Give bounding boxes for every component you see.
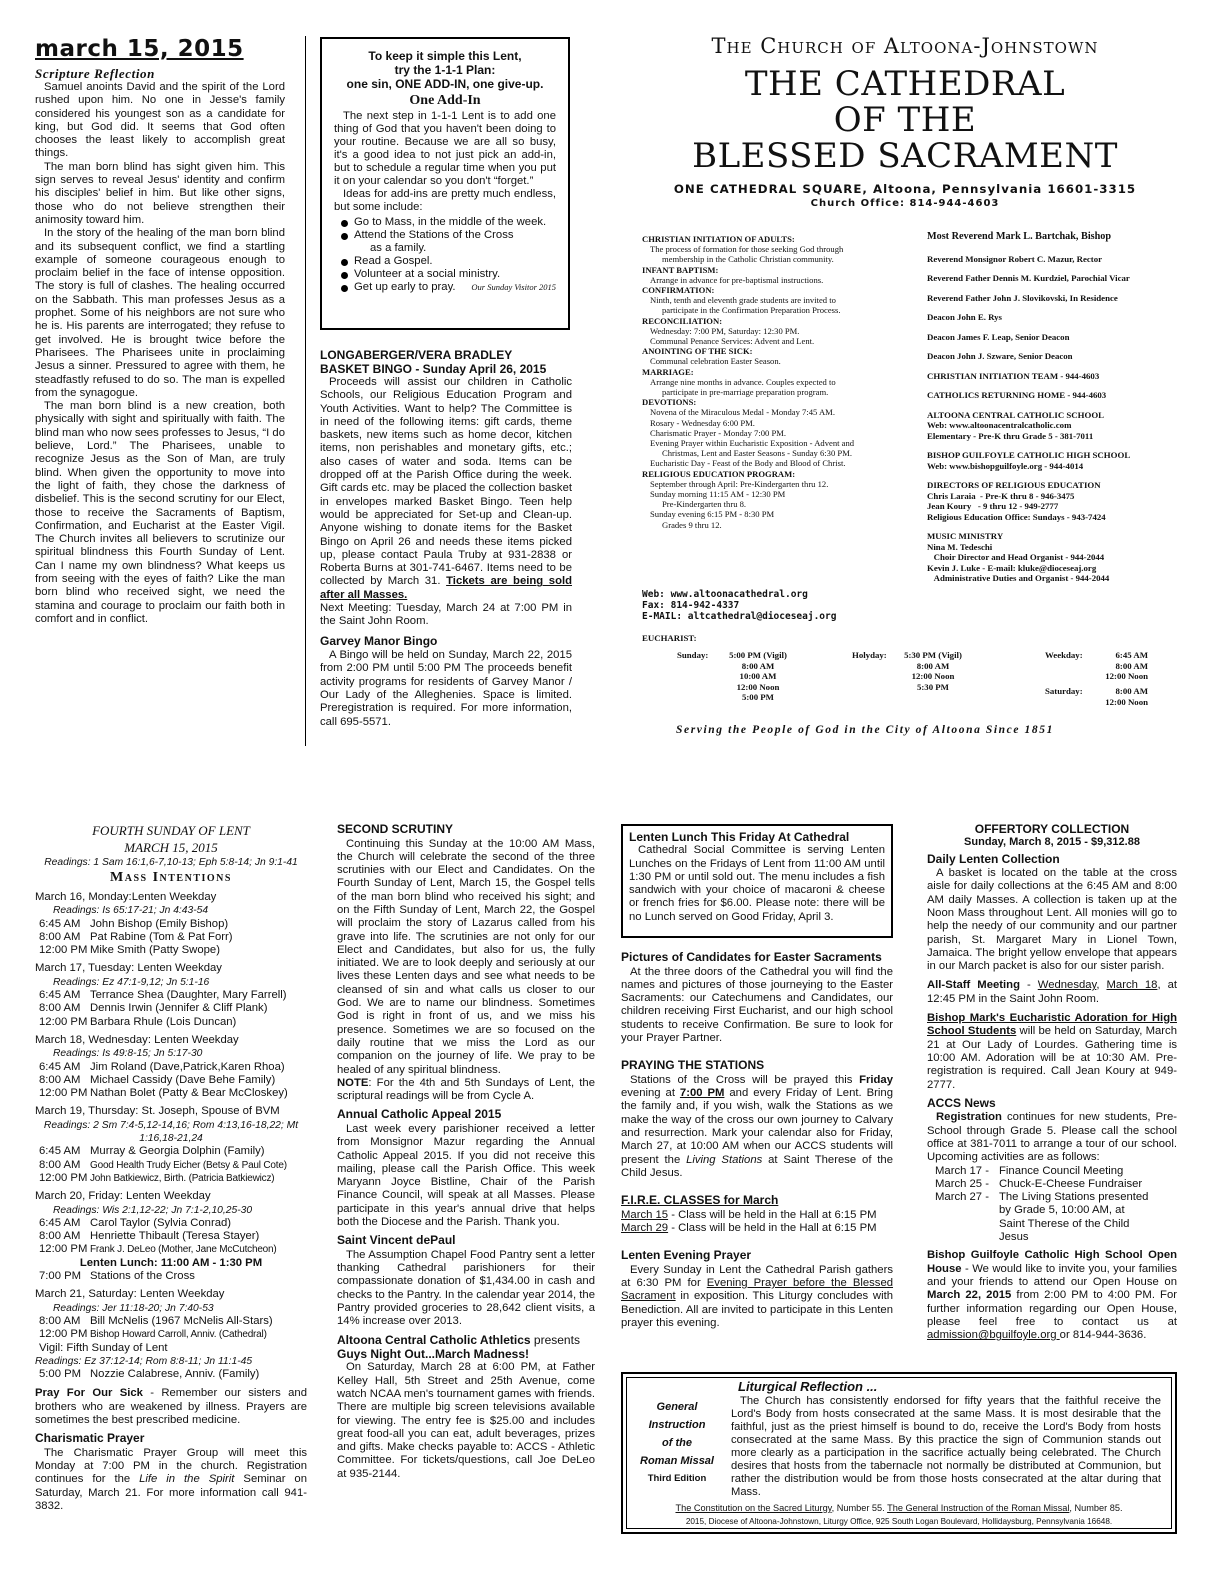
girm-edition: Third Edition — [647, 1473, 707, 1484]
vigil-title: Vigil: Fifth Sunday of Lent — [39, 1341, 168, 1354]
sick-title: Pray For Our Sick — [35, 1387, 143, 1400]
intention-time: 12:00 PM — [39, 1328, 88, 1341]
svdp-title: Saint Vincent dePaul — [337, 1233, 456, 1248]
intention-day — [35, 1105, 307, 1185]
intention-time: 12:00 PM — [39, 1087, 88, 1100]
sick-text: Pray For Our Sick - Remember our sisters and brothers who are weakened by illness. Prayers are sometimes the best prescribed medicine. — [35, 1387, 307, 1426]
staff-entry: ALTOONA CENTRAL CATHOLIC SCHOOL Web: www.altoonacentralcatholic.com Elementary - Pre-K thru Grade 5 - 381-7011 — [927, 409, 1105, 441]
staff-entry: CHRISTIAN INITIATION TEAM - 944-4603 — [927, 370, 1100, 381]
sacrament-detail: Charismatic Prayer - Monday 7:00 PM. — [650, 427, 787, 438]
weekday-label: Weekday: — [1045, 650, 1083, 660]
bg-open-house-text: Bishop Guilfoyle Catholic High School Open House - We would like to invite you, your families and your friends to attend our Open House on March 22, 2015 from 2:00 PM to 4:00 PM. For further information regarding our Open House, please feel free to contact us at admission@bguilfoyle.org or 814-944-3636. — [927, 1249, 1178, 1342]
girm-line: General — [656, 1401, 698, 1413]
intention-time: 6:45 AM — [39, 917, 81, 930]
allstaff-text: All-Staff Meeting - Wednesday, March 18, at 12:45 PM in the Saint John Room. — [927, 979, 1178, 1005]
intention-readings: Readings: Ez 47:1-9,12; Jn 5:1-16 — [53, 976, 210, 988]
scripture-paragraph: Samuel anoints David and the spirit of the Lord rushed upon him. No one in Jesse's family considered his youngest son as a candidate for king, but God did. It seems that God often chooses the least likely to accomplish great things. — [35, 81, 285, 160]
charismatic-title: Charismatic Prayer — [35, 1431, 145, 1446]
sacrament-heading: CHRISTIAN INITIATION OF ADULTS: — [642, 234, 795, 244]
sacrament-detail: Eucharistic Day - Feast of the Body and Blood of Christ. — [650, 458, 846, 469]
sacrament-heading: MARRIAGE: — [642, 366, 694, 377]
church-office-phone: Church Office: 814-944-4603 — [810, 198, 1000, 209]
list-item-continuation: as a family. — [370, 242, 427, 254]
staff-entry: Deacon John E. Rys — [927, 312, 1002, 322]
intention-time: 8:00 AM — [39, 1314, 81, 1327]
second-scrutiny-title: SECOND SCRUTINY — [337, 822, 454, 836]
lent-box-text: The next step in 1-1-1 Lent is to add one thing of God that you haven't been doing to your routine. Because we are all so busy, it's a good idea to not just pick an add-in, but to schedule a regular time when you put it on your calendar so you don't “forget.” — [334, 110, 556, 187]
sacrament-heading: CONFIRMATION: — [642, 285, 715, 296]
contact-info — [642, 589, 912, 622]
sacrament-heading: INFANT BAPTISM: — [642, 264, 719, 275]
intention-day — [35, 1034, 307, 1100]
intention-row — [35, 1270, 307, 1283]
lenten-lunch-box — [621, 824, 893, 938]
intention-row — [35, 1315, 307, 1328]
fire-line: March 15 - Class will be held in the Hall at 6:15 PM — [621, 1208, 877, 1221]
accs-event-date: March 17 - — [935, 1164, 989, 1177]
intention-row — [35, 944, 307, 957]
intention-day-title: March 16, Monday:Lenten Weekday — [35, 891, 217, 903]
sacrament-detail: Evening Prayer within Eucharistic Exposition - Advent and — [650, 438, 855, 449]
intention-name: Jim Roland (Dave,Patrick,Karen Rhoa) — [90, 1060, 285, 1073]
intention-row — [35, 1328, 307, 1341]
offertory-amount: Sunday, March 8, 2015 - $9,312.88 — [964, 836, 1140, 849]
intention-time: 8:00 AM — [39, 1230, 81, 1243]
intention-row — [35, 1061, 307, 1074]
intention-row — [35, 918, 307, 931]
lenten-lunch-title: Lenten Lunch This Friday At Cathedral — [629, 830, 850, 844]
intention-name: Bishop Howard Carroll, Anniv. (Cathedral) — [90, 1329, 267, 1341]
scripture-column — [35, 36, 285, 626]
girm-line: Roman Missal — [640, 1455, 714, 1467]
intention-name: Carol Taylor (Sylvia Conrad) — [90, 1216, 232, 1229]
mass-time: 12:00 Noon — [1105, 671, 1148, 681]
issue-date: march 15, 2015 — [35, 36, 244, 62]
intention-time: 6:45 AM — [39, 1060, 81, 1073]
bingo-text: Proceeds will assist our children in Catholic Schools, our Religious Education Program and Youth Activities. Want to help? The Committee is in need of the following items: gift cards, theme baskets, new items such as home decor, kitchen items, non perishables and monetary gifts, etc.; also cases of water and soda. Items can be dropped off at the Parish Office during the week. Gift cards etc. may be placed the collection basket in envelopes marked Basket Bingo. Teen help would be appreciated for Set-up and Clean-up. Anyone wishing to donate items for the Basket Bingo on April 26 and needs these items picked up, please contact Paula Truby at 931-2838 or Roberta Burns at 301-741-6467. Items need to be collected by March 31. Tickets are being sold after all Masses. — [320, 376, 573, 601]
appeal-title: Annual Catholic Appeal 2015 — [337, 1107, 502, 1122]
girm-line: of the — [662, 1437, 692, 1449]
mass-time: 12:00 Noon — [736, 681, 780, 692]
lent-intro-line: To keep it simple this Lent, — [368, 49, 522, 63]
staff-entry: MUSIC MINISTRY Nina M. Tedeschi Choir Director and Head Organist - 944-2044 Kevin J. Luke - E-mail: kluke@dioceseaj.org Administrative Duties and Organist - 944-2044 — [927, 531, 1110, 583]
mass-time: 6:45 AM — [1115, 650, 1148, 660]
holyday-label: Holyday: — [852, 650, 887, 660]
staff-entry: Reverend Father Dennis M. Kurdziel, Parochial Vicar — [927, 273, 1130, 283]
mass-time: 5:00 PM (Vigil) — [729, 650, 787, 660]
sunday-mass-times — [712, 650, 804, 703]
intention-name: Terrance Shea (Daughter, Mary Farrell) — [90, 989, 287, 1002]
scripture-heading: Scripture Reflection — [35, 66, 155, 81]
list-item: Volunteer at a social ministry. — [340, 268, 556, 281]
fax-number: Fax: 814-942-4337 — [642, 600, 740, 611]
sacrament-detail: participate in the Confirmation Preparation Process. — [662, 305, 841, 316]
sacrament-heading: RELIGIOUS EDUCATION PROGRAM: — [642, 468, 796, 479]
intention-time: 12:00 PM — [39, 1015, 88, 1028]
pictures-title: Pictures of Candidates for Easter Sacraments — [621, 950, 882, 964]
bingo-subtitle: BASKET BINGO - Sunday April 26, 2015 — [320, 361, 547, 376]
sacrament-detail: Novena of the Miraculous Medal - Monday 7:45 AM. — [650, 407, 835, 418]
saturday-mass-times — [1095, 686, 1148, 707]
liturgical-reflection-text: The Church has consistently endorsed for fifty years that the faithful receive the Lord's Body from hosts consecrated at the same Mass. It is most desirable that the faithful, just as the priest himself is bound to do, receive the Lord's Body from hosts consecrated at the same Mass. By this practice the sign of Communion stands out more clearly as a participation in the sacrifice actually being celebrated. The Church desires that hosts from the tabernacle not normally be distributed at Communion, but rather the distribution would be from those hosts consecrated at the altar during that Mass. — [731, 1395, 1161, 1498]
intention-row — [35, 1074, 307, 1087]
mass-time: 12:00 Noon — [1105, 696, 1148, 707]
fire-title: F.I.R.E. CLASSES for March — [621, 1193, 779, 1208]
lent-box-credit: Our Sunday Visitor 2015 — [471, 282, 556, 292]
lent-intro-line: one sin, ONE ADD-IN, one give-up. — [346, 77, 544, 91]
intention-name: John Batkiewicz, Birth. (Patricia Batkiewicz) — [90, 1172, 275, 1184]
svdp-text: The Assumption Chapel Food Pantry sent a letter thanking Cathedral parishioners for their compassionate donation of $1,434.00 in cash and checks to the Pantry. In the calendar year 2014, the Pantry provided groceries to 28,642 client visits, a 14% increase over 2013. — [337, 1248, 595, 1328]
evening-prayer-text: Every Sunday in Lent the Cathedral Parish gathers at 6:30 PM for Evening Prayer before the Blessed Sacrament in exposition. This Liturgy concludes with Benediction. All are invited to participate in this Lenten prayer this evening. — [621, 1263, 894, 1329]
liturgical-day-title: FOURTH SUNDAY OF LENT — [92, 823, 250, 838]
mass-time: 8:00 AM — [1115, 660, 1148, 671]
mass-time: 5:30 PM (Vigil) — [904, 650, 962, 660]
intention-row — [35, 1230, 307, 1243]
intention-time: 8:00 AM — [39, 1073, 81, 1086]
intention-readings: Readings: Is 49:8-15; Jn 5:17-30 — [53, 1048, 203, 1060]
evening-prayer-title: Lenten Evening Prayer — [621, 1248, 752, 1263]
sacrament-detail: Grades 9 thru 12. — [662, 519, 722, 530]
intention-name: Murray & Georgia Dolphin (Family) — [90, 1145, 265, 1158]
intention-name: John Bishop (Emily Bishop) — [90, 917, 229, 930]
saturday-label: Saturday: — [1045, 686, 1083, 696]
intention-name: Michael Cassidy (Dave Behe Family) — [90, 1073, 276, 1086]
garvey-title: Garvey Manor Bingo — [320, 633, 438, 648]
mass-time: 8:00 AM — [741, 660, 775, 671]
list-item: Attend the Stations of the Cross — [340, 229, 556, 242]
intention-time: 8:00 AM — [39, 1158, 81, 1171]
sacrament-detail: Arrange in advance for pre-baptismal instructions. — [650, 274, 824, 285]
bingo-column — [320, 349, 572, 729]
pictures-text: At the three doors of the Cathedral you will find the names and pictures of those journeying to the Easter Sacraments: our Catechumens and Candidates, our children receiving First Eucharist, and our high school students to receive Confirmation. Be sure to look for your Prayer Partner. — [621, 965, 893, 1044]
mass-intentions-heading: Mass Intentions — [110, 870, 232, 885]
sacrament-detail: Sunday morning 11:15 AM - 12:30 PM — [650, 489, 786, 500]
sacrament-detail: Wednesday: 7:00 PM, Saturday: 12:30 PM. — [650, 325, 800, 336]
vigil-readings: Readings: Ez 37:12-14; Rom 8:8-11; Jn 11:1-45 — [35, 1355, 253, 1367]
list-item: Go to Mass, in the middle of the week. — [340, 216, 556, 229]
charismatic-text: The Charismatic Prayer Group will meet this Monday at 7:00 PM in the church. Registration continues for the Life in the Spirit Seminar on Saturday, March 21. For more information call 941-3832. — [35, 1446, 307, 1512]
intention-time: 8:00 AM — [39, 1002, 81, 1015]
adoration-text: Bishop Mark's Eucharistic Adoration for High School Students will be held on Saturday, March 21 at Our Lady of Lourdes. Gathering time is 10:00 AM. Adoration will be at 10:30 AM. Pre-registration is required. Call Jean Koury at 949-2777. — [927, 1012, 1177, 1091]
lent-box-title: One Add-In — [409, 93, 481, 108]
accs-event-name: Finance Council Meeting — [999, 1164, 1124, 1177]
list-item: Read a Gospel. — [340, 255, 556, 268]
intention-time: 12:00 PM — [39, 1171, 88, 1184]
liturgical-reflection-title: Liturgical Reflection ... — [738, 1379, 878, 1394]
lent-intro-line: try the 1-1-1 Plan: — [394, 63, 496, 77]
sunday-readings: Readings: 1 Sam 16:1,6-7,10-13; Eph 5:8-14; Jn 9:1-41 — [44, 857, 298, 868]
mass-time: 8:00 AM — [1115, 686, 1148, 696]
sacraments-list — [642, 234, 904, 530]
second-scrutiny-text: Continuing this Sunday at the 10:00 AM Mass, the Church will celebrate the second of the three scrutinies with our Elect and Candidates. On the Fourth Sunday of Lent, March 15, the Gospel tells of the man born blind who received his sight; and on the Fifth Sunday of Lent, March 22, the Gospel will proclaim the story of Lazarus called from his grave into life. The scrutinies are not only for our Elect and Candidates, but also for us, the fully initiated. We are to look deeply and seriously at our lives these Lenten days and see what needs to be cleansed of sin and what calls us closer to our God. We are to name our blindness. Sometimes God is right in front of us, and we miss his presence. Sometimes we are so focused on the daily routine that we miss the Lord as our companion on the journey of life. We pray to be healed of any spiritual blindness. — [337, 837, 595, 1076]
center-right-column — [621, 951, 893, 1330]
mass-intentions-column — [35, 823, 307, 1513]
intention-time: 7:00 PM — [39, 1270, 82, 1283]
intention-day — [35, 1288, 307, 1381]
staff-entry: BISHOP GUILFOYLE CATHOLIC HIGH SCHOOL Web: www.bishopguilfoyle.org - 944-4014 — [927, 450, 1131, 471]
weekday-mass-times — [1095, 650, 1148, 682]
column-divider — [305, 36, 306, 746]
intention-name: Bill McNelis (1967 McNelis All-Stars) — [90, 1314, 273, 1327]
intention-day-title: March 18, Wednesday: Lenten Weekday — [35, 1033, 239, 1046]
add-in-list — [340, 216, 556, 294]
intention-row — [35, 1016, 307, 1029]
intention-readings: Readings: Is 65:17-21; Jn 4:43-54 — [53, 905, 209, 917]
intention-name: Henriette Thibault (Teresa Stayer) — [90, 1230, 260, 1243]
sacrament-detail: participate in pre-marriage preparation program. — [662, 387, 829, 398]
sacrament-detail: Pre-Kindergarten thru 8. — [662, 499, 747, 510]
lent-plan-box — [320, 37, 570, 330]
sacrament-detail: Rosary - Wednesday 6:00 PM. — [650, 417, 755, 428]
diocese-line: The Church of Altoona-Johnstown — [711, 34, 1099, 58]
intention-readings: Readings: 2 Sm 7:4-5,12-14,16; Rom 4:13,16-18,22; Mt 1:16,18-21,24 — [43, 1119, 299, 1145]
stations-title: PRAYING THE STATIONS — [621, 1058, 765, 1073]
lent-box-text: Ideas for add-ins are pretty much endless, but some include: — [334, 188, 556, 213]
girm-sidebar — [637, 1398, 717, 1488]
stations-text: Stations of the Cross will be prayed this Friday evening at 7:00 PM and every Friday of Lent. Bring the family and, if you wish, walk the Stations as we make the way of the cross our own journey to Calvary and resurrection. Mark your calendar also for Friday, March 27, at 10:00 AM when our ACCS students will present the Living Stations at Saint Therese of the Child Jesus. — [621, 1073, 893, 1179]
mass-time: 8:00 AM — [916, 660, 950, 671]
staff-entry: Most Reverend Mark L. Bartchak, Bishop — [927, 231, 1112, 242]
title-line: BLESSED SACRAMENT — [692, 136, 1118, 176]
sacrament-detail: membership in the Catholic Christian community. — [662, 254, 834, 265]
intention-name: Nathan Bolet (Patty & Bear McCloskey) — [90, 1087, 288, 1100]
athletics-title: Altoona Central Catholic Athletics presents — [337, 1332, 580, 1347]
intention-name: Frank J. DeLeo (Mother, Jane McCutcheon) — [90, 1244, 277, 1256]
accs-schedule — [927, 1165, 1177, 1245]
intention-day-title: March 20, Friday: Lenten Weekday — [35, 1190, 211, 1203]
intention-name: Stations of the Cross — [90, 1270, 195, 1283]
mass-time: 5:30 PM — [916, 681, 949, 692]
eucharist-label: EUCHARIST: — [642, 633, 697, 643]
intention-readings: Readings: Wis 2:1,12-22; Jn 7:1-2,10,25-30 — [53, 1204, 253, 1216]
daily-lenten-title: Daily Lenten Collection — [927, 851, 1060, 866]
daily-lenten-text: A basket is located on the table at the cross aisle for daily collections at the 6:45 AM and 8:00 AM daily Masses. A collection is taken up at the Noon Mass throughout Lent. All monies will go to help the needy of our community and our partner parish, St. Margaret Mary in Lionel Town, Jamaica. The bright yellow envelope that appears in our March packet is also for our sister parish. — [927, 867, 1177, 973]
bingo-tickets-note: Tickets are being sold after all Masses. — [320, 575, 573, 601]
accs-event-date: March 27 - — [935, 1191, 989, 1204]
accs-event-name: Chuck-E-Cheese Fundraiser — [999, 1177, 1143, 1190]
sunday-label: Sunday: — [677, 650, 709, 660]
intention-row — [35, 1368, 307, 1381]
appeal-text: Last week every parishioner received a letter from Monsignor Mazur regarding the Annual Catholic Appeal 2015. If you did not receive this mailing, please call the Parish Office. This week Maryann Joyce Bistline, Chair of the Parish Finance Council, will speak at all Masses. Please participate in this year's annual drive that helps both the Diocese and the Parish. Thank you. — [337, 1122, 595, 1229]
sacrament-detail: Communal Penance Services: Advent and Lent. — [650, 336, 815, 347]
intention-name: Mike Smith (Patty Swope) — [90, 944, 220, 957]
scripture-paragraph: In the story of the healing of the man born blind and its subsequent conflict, we find a startling example of someone courageous enough to proclaim belief in the face of intense opposition. The story is full of clashes. The healing occurred on the Sabbath. This man professes Jesus as a prophet. Some of his neighbors are not sure who he is. His parents are interrogated; they refuse to get involved. He is brought twice before the Pharisees. The Pharisees unite in proclaiming Jesus a sinner. Pressured to agree with them, he steadfastly refused to do so. The man is expelled from the synagogue. — [35, 227, 285, 399]
accs-event — [935, 1191, 1177, 1244]
sacrament-heading: RECONCILIATION: — [642, 315, 723, 326]
church-address: ONE CATHEDRAL SQUARE, Altoona, Pennsylvania 16601-3315 — [673, 182, 1137, 196]
liturgical-reflection-box — [621, 1372, 1177, 1534]
intention-row — [35, 989, 307, 1002]
staff-entry: CATHOLICS RETURNING HOME - 944-4603 — [927, 390, 1107, 400]
holyday-mass-times — [893, 650, 973, 692]
sacrament-detail: Christmas, Lent and Easter Seasons - Sunday 6:30 PM. — [662, 448, 852, 459]
accs-title: ACCS News — [927, 1095, 996, 1110]
liturgical-sources: The Constitution on the Sacred Liturgy, Number 55. The General Instruction of the Roman Missal, Number 85. — [675, 1503, 1123, 1513]
staff-entry: Reverend Monsignor Robert C. Mazur, Rector — [927, 253, 1103, 264]
staff-entry: Deacon John J. Szware, Senior Deacon — [927, 351, 1073, 361]
church-slogan: Serving the People of God in the City of Altoona Since 1851 — [676, 724, 1054, 736]
intention-time: 6:45 AM — [39, 989, 81, 1002]
scripture-paragraph: The man born blind is a new creation, both physically with sight and spiritually with faith. The blind man who now sees professes to Jesus, “I do believe, Lord.” The Pharisees, unable to recognize Jesus as the Son of Man, are truly blind. When given the opportunity to move into the light of faith, they chose the darkness of disbelief. This is the second scrutiny for our Elect, those to receive the Sacraments of Baptism, Confirmation, and Eucharist at the Easter Vigil. The Church invites all believers to scrutinize our spiritual blindness this Fourth Sunday of Lent. Can I name my own blindness? What keeps us from seeing with the eyes of faith? Like the man born blind who received sight, we need the stamina and courage to proclaim our faith both in comfort and in conflict. — [35, 400, 285, 625]
cathedral-title — [585, 66, 1224, 174]
garvey-text: A Bingo will be held on Sunday, March 22, 2015 from 2:00 PM until 5:00 PM The proceeds benefit activity programs for residents of Garvey Manor / Our Lady of the Alleghenies. Space is limited. Preregistration is required. For more information, call 695-5571. — [320, 649, 572, 728]
list-item: Get up early to pray. Our Sunday Visitor 2015 — [340, 281, 556, 294]
staff-directory — [927, 232, 1167, 593]
fire-line: March 29 - Class will be held in the Hall at 6:15 PM — [621, 1221, 877, 1234]
website-link[interactable]: Web: www.altoonacathedral.org — [642, 589, 808, 600]
scripture-paragraph: The man born blind has sight given him. This sign serves to reveal Jesus' identity and confirm his disciples' belief in him. But like other signs, those who do not believe strengthen their animosity toward him. — [35, 160, 285, 226]
intention-row — [35, 1217, 307, 1230]
accs-event-date: March 25 - — [935, 1177, 989, 1190]
staff-entry: Deacon James F. Leap, Senior Deacon — [927, 331, 1070, 342]
intention-name: Good Health Trudy Eicher (Betsy & Paul Cote) — [90, 1159, 287, 1171]
sacrament-detail: Communal celebration Easter Season. — [650, 356, 781, 367]
intention-day-title: March 19, Thursday: St. Joseph, Spouse of BVM — [35, 1105, 280, 1118]
accs-event-name: The Living Stations presented by Grade 5, 10:00 AM, at Saint Therese of the Child Jesus — [999, 1191, 1149, 1244]
accs-event — [935, 1165, 1177, 1178]
intention-row — [35, 1172, 307, 1185]
lenten-lunch-note: Lenten Lunch: 11:00 AM - 1:30 PM — [79, 1256, 263, 1269]
intention-row — [35, 1243, 307, 1256]
intention-time: 6:45 AM — [39, 1216, 81, 1229]
intention-day — [35, 891, 307, 957]
intention-row — [35, 1159, 307, 1172]
mass-time: 10:00 AM — [739, 671, 777, 681]
accs-text: Registration continues for new students, Pre-School through Grade 5. Please call the school office at 381-7011 to arrange a tour of our school. Upcoming activities are as follows: — [927, 1111, 1177, 1164]
title-line: THE CATHEDRAL — [744, 64, 1066, 104]
intention-name: Pat Rabine (Tom & Pat Forr) — [90, 930, 233, 943]
sacrament-detail: Sunday evening 6:15 PM - 8:30 PM — [650, 509, 775, 520]
intention-day — [35, 1190, 307, 1283]
accs-event — [935, 1178, 1177, 1191]
staff-entry: DIRECTORS OF RELIGIOUS EDUCATION Chris Laraia - Pre-K thru 8 - 946-3475 Jean Koury - 9 thru 12 - 949-2777 Religious Education Office: Sundays - 943-7424 — [927, 480, 1106, 522]
sacrament-detail: The process of formation for those seeking God through — [650, 244, 844, 255]
intention-name: Dennis Irwin (Jennifer & Cliff Plank) — [90, 1002, 268, 1015]
intention-time: 8:00 AM — [39, 930, 81, 943]
bingo-next-meeting: Next Meeting: Tuesday, March 24 at 7:00 PM in the Saint John Room. — [320, 602, 572, 628]
intention-row — [35, 931, 307, 944]
intention-day-title: March 17, Tuesday: Lenten Weekday — [35, 962, 222, 975]
sacrament-detail: September through April: Pre-Kindergarten thru 12. — [650, 478, 829, 489]
second-scrutiny-note: NOTE: For the 4th and 5th Sundays of Lent, the scriptural readings will be from Cycle A. — [337, 1076, 595, 1103]
intention-time: 12:00 PM — [39, 1243, 88, 1256]
offertory-title: OFFERTORY COLLECTION — [974, 822, 1130, 836]
title-line: OF THE — [833, 100, 977, 140]
right-column — [927, 823, 1177, 1342]
intention-row — [35, 1087, 307, 1100]
scrutiny-column — [337, 823, 595, 1481]
liturgical-copyright: 2015, Diocese of Altoona-Johnstown, Liturgy Office, 925 South Logan Boulevard, Hollidaysburg, Pennsylvania 16648. — [685, 1517, 1113, 1526]
athletics-text: On Saturday, March 28 at 6:00 PM, at Father Kelley Hall, 5th Street and 25th Avenue, come watch NCAA men's tournament games with friends. There are multiple big screen televisions available for viewing. The entry fee is $25.00 and includes great food-all you can eat, adult beverages, prizes and gifts. Make checks payable to: ACCS - Athletic Committee. For tickets/questions, call Joe DeLeo at 935-2144. — [337, 1361, 595, 1480]
sacrament-detail: Arrange nine months in advance. Couples expected to — [650, 376, 836, 387]
intention-name: Nozzie Calabrese, Anniv. (Family) — [90, 1368, 260, 1381]
liturgical-day-date: MARCH 15, 2015 — [124, 840, 218, 855]
sacrament-detail: Ninth, tenth and eleventh grade students are invited to — [650, 295, 836, 306]
intention-day-title: March 21, Saturday: Lenten Weekday — [35, 1288, 225, 1301]
lenten-lunch-text: Cathedral Social Committee is serving Lenten Lunches on the Fridays of Lent from 11:00 AM until 1:30 PM or until sold out. The menu includes a fish sandwich with your choice of macaroni & cheese or french fries for $6.00. Please note: there will be no Lunch served on Good Friday, April 3. — [629, 844, 885, 923]
intention-time: 12:00 PM — [39, 944, 88, 957]
bingo-title: LONGABERGER/VERA BRADLEY — [320, 348, 513, 362]
email-link[interactable]: E-MAIL: altcathedral@dioceseaj.org — [642, 611, 837, 622]
sacrament-heading: DEVOTIONS: — [642, 397, 697, 408]
intention-name: Barbara Rhule (Lois Duncan) — [90, 1015, 237, 1028]
girm-line: Instruction — [648, 1419, 706, 1431]
intention-readings: Readings: Jer 11:18-20; Jn 7:40-53 — [53, 1302, 214, 1314]
intention-time: 5:00 PM — [39, 1368, 82, 1381]
mass-time: 12:00 Noon — [911, 671, 955, 681]
staff-entry: Reverend Father John J. Slovikovski, In Residence — [927, 292, 1118, 303]
sacrament-heading: ANOINTING OF THE SICK: — [642, 346, 753, 357]
athletics-subtitle: Guys Night Out...March Madness! — [337, 1347, 530, 1362]
intention-time: 6:45 AM — [39, 1145, 81, 1158]
mass-intentions-list — [35, 891, 307, 1381]
intention-row — [35, 1002, 307, 1015]
mass-time: 5:00 PM — [741, 692, 774, 702]
intention-day — [35, 962, 307, 1028]
intention-row — [35, 1145, 307, 1158]
